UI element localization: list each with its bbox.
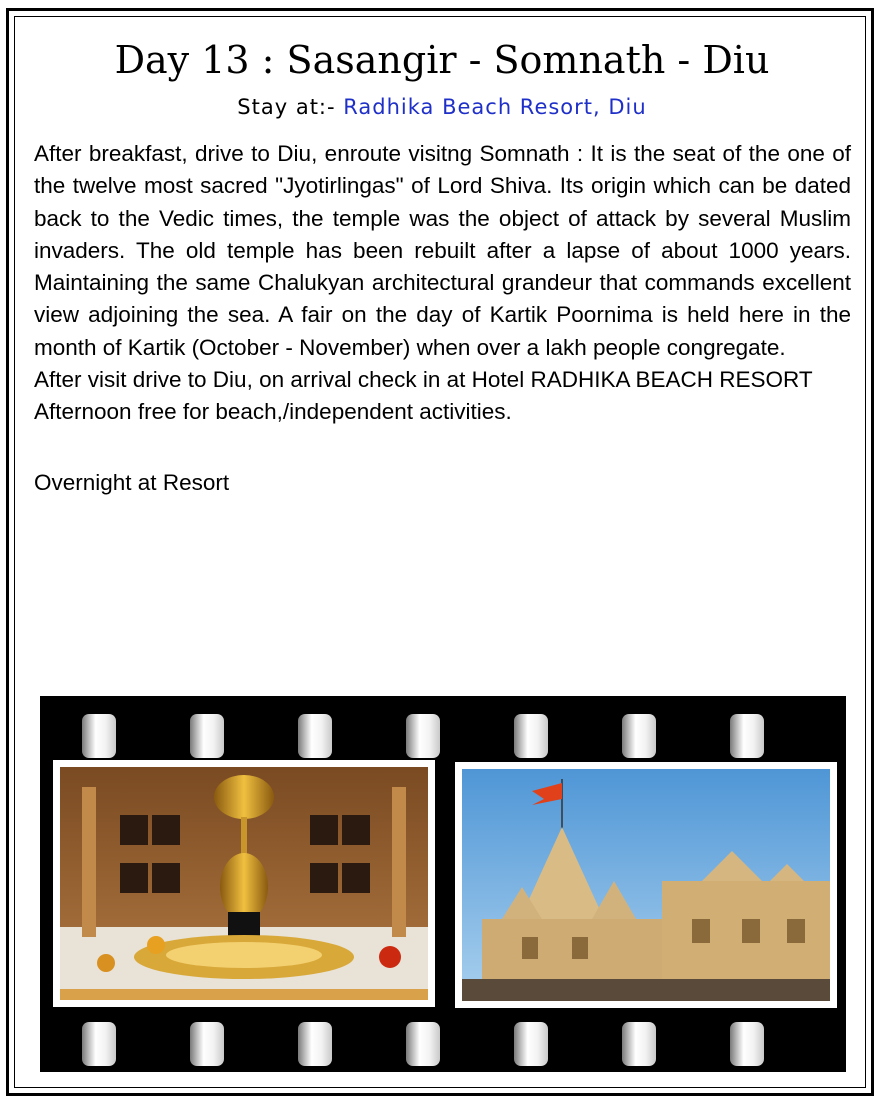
sprocket-hole (298, 714, 332, 758)
page-title: Day 13 : Sasangir - Somnath - Diu (114, 38, 770, 82)
sprocket-hole (514, 714, 548, 758)
somnath-temple-photo (455, 762, 837, 1008)
sprocket-hole (406, 1022, 440, 1066)
sprocket-hole (82, 714, 116, 758)
shivling-sanctum-photo (53, 760, 435, 1007)
stay-place: Radhika Beach Resort, Diu (343, 95, 647, 119)
film-strip (40, 696, 846, 1072)
itinerary-text (34, 138, 851, 499)
stay-line (0, 92, 884, 122)
arrival-line: After visit drive to Diu, on arrival check in at Hotel RADHIKA BEACH RESORT (34, 367, 813, 393)
sprocket-hole (730, 1022, 764, 1066)
spacer (34, 429, 851, 467)
sprocket-hole (406, 714, 440, 758)
sprocket-hole (190, 1022, 224, 1066)
sprocket-hole (622, 714, 656, 758)
sanctum-image (60, 767, 428, 1000)
afternoon-line: Afternoon free for beach,/independent activities. (34, 399, 512, 425)
sprocket-hole (190, 714, 224, 758)
sprocket-hole (730, 714, 764, 758)
stay-prefix: Stay at:- (237, 95, 344, 119)
itinerary-paragraph: After breakfast, drive to Diu, enroute visitng Somnath : It is the seat of the one of the twelve most sacred "Jyotirlingas" of Lord Shiva. Its origin which can be dated back to the Vedic times, the temple was the object of attack by several Muslim invaders. The old temple has been rebuilt after a lapse of about 1000 years. Maintaining the same Chalukyan architectural grandeur that commands excellent view adjoining the sea. A fair on the day of Kartik Poornima is held here in the month of Kartik (October - November) when over a lakh people congregate. (34, 141, 851, 360)
overnight-line: Overnight at Resort (34, 469, 230, 495)
temple-image (462, 769, 830, 1001)
sprocket-hole (622, 1022, 656, 1066)
sprocket-hole (82, 1022, 116, 1066)
sprocket-hole (298, 1022, 332, 1066)
sprocket-hole (514, 1022, 548, 1066)
